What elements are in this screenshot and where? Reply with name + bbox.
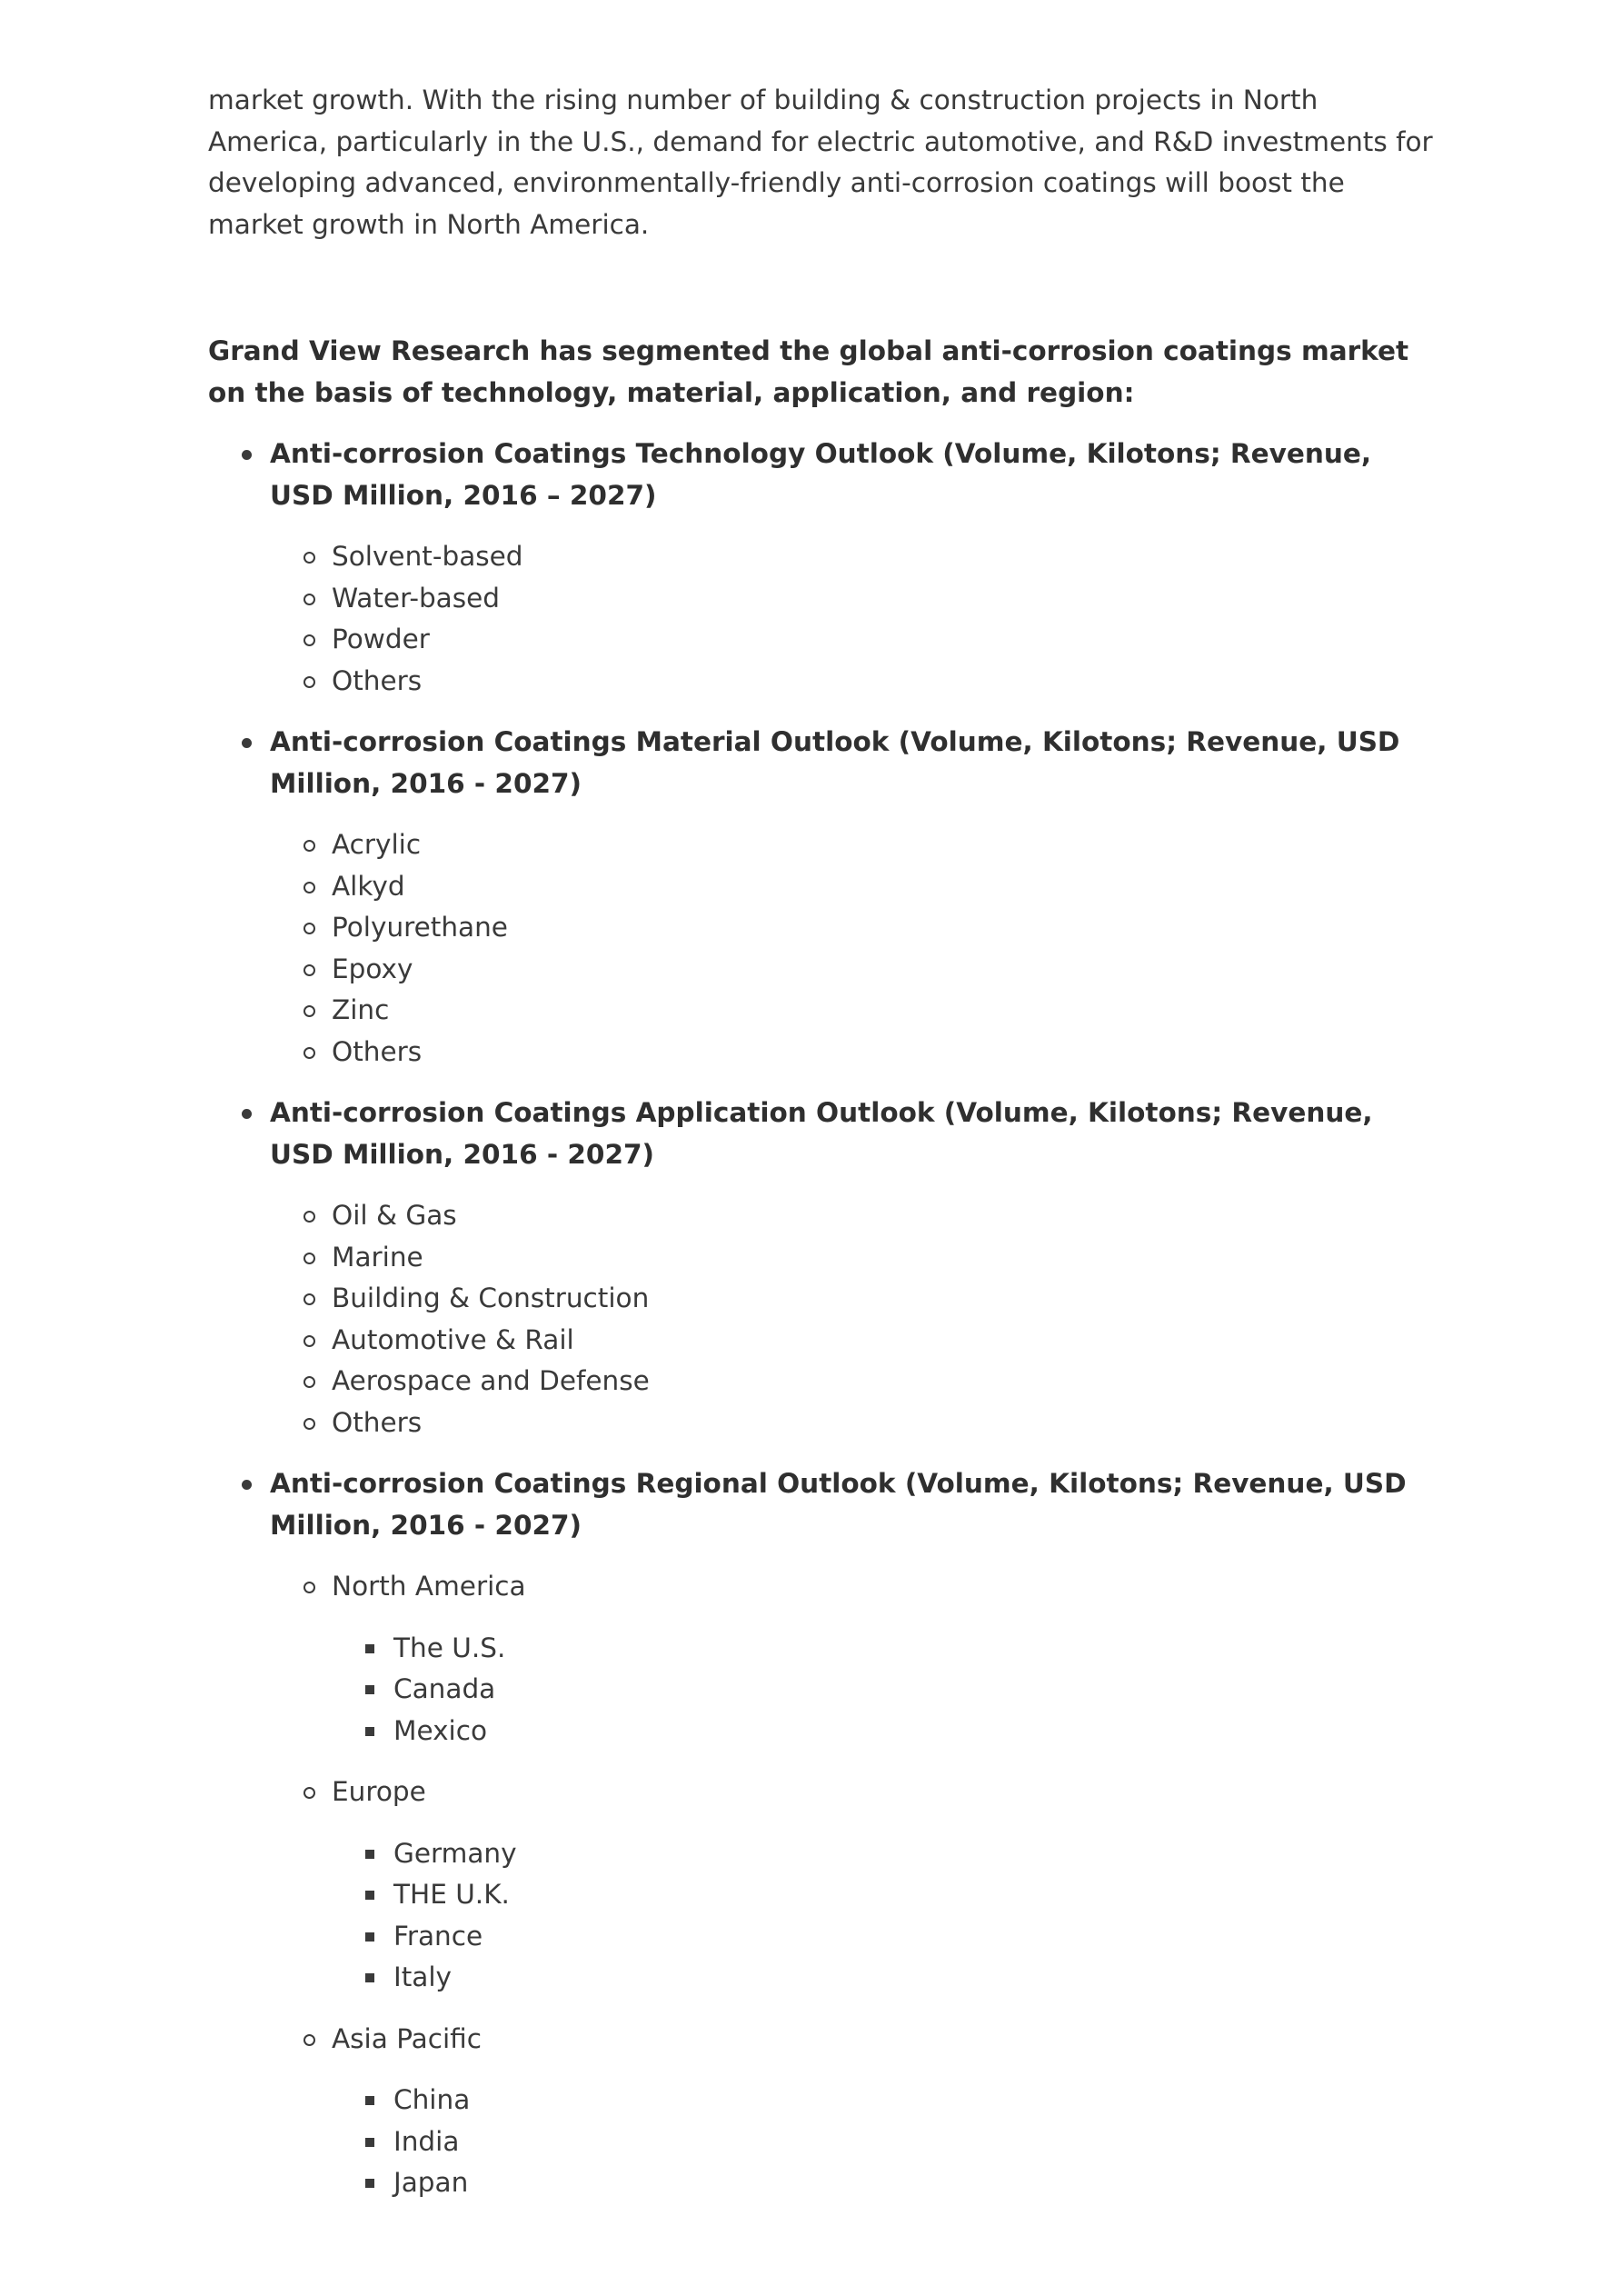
material-list xyxy=(270,824,1444,1073)
technology-outlook-section xyxy=(208,434,1444,702)
list-item xyxy=(270,866,1444,908)
list-item xyxy=(270,536,1444,578)
bullet-disc-icon xyxy=(242,1109,252,1119)
list-item-label: Water-based xyxy=(332,582,501,614)
country-label: India xyxy=(393,2125,460,2157)
intro-paragraph: market growth. With the rising number of building & construction projects in North America, particularly in the U.S., demand for electric automotive, and R&D investments for developing advanced, environmentally-friendly anti-corrosion coatings will boost the market growth in North America. xyxy=(208,85,1433,240)
application-list xyxy=(270,1195,1444,1443)
list-item-label: Epoxy xyxy=(332,953,413,984)
bullet-circle-icon xyxy=(304,1005,315,1017)
region-list xyxy=(270,1566,1444,2204)
list-item-label: Others xyxy=(332,1035,423,1067)
bullet-circle-icon xyxy=(304,1253,315,1264)
bullet-square-icon xyxy=(365,1891,374,1900)
section-title-text: Anti-corrosion Coatings Material Outlook (Volume, Kilotons; Revenue, USD Million, 2016 - 2027) xyxy=(270,726,1400,799)
country-list xyxy=(332,1833,1444,1999)
region-label: North America xyxy=(332,1571,526,1602)
section-title-text: Anti-corrosion Coatings Regional Outlook (Volume, Kilotons; Revenue, USD Million, 2016 - 2027) xyxy=(270,1468,1407,1541)
country-item xyxy=(332,1874,1444,1916)
country-item xyxy=(332,2162,1444,2204)
bullet-square-icon xyxy=(365,1727,374,1736)
technology-list xyxy=(270,536,1444,702)
bullet-disc-icon xyxy=(242,450,252,460)
list-item xyxy=(270,907,1444,949)
region-label: Asia Pacific xyxy=(332,2022,482,2054)
bullet-square-icon xyxy=(365,2138,374,2147)
list-item-label: Solvent-based xyxy=(332,541,523,572)
country-item xyxy=(332,1669,1444,1711)
bullet-disc-icon xyxy=(242,738,252,748)
list-item xyxy=(270,1278,1444,1320)
regional-outlook-section xyxy=(208,1463,1444,2204)
bullet-circle-icon xyxy=(304,594,315,605)
list-item xyxy=(270,990,1444,1032)
country-label: France xyxy=(393,1920,483,1952)
country-item xyxy=(332,2080,1444,2121)
bullet-circle-icon xyxy=(304,634,315,646)
section-title xyxy=(270,1463,1444,1546)
list-item-label: Others xyxy=(332,664,423,696)
bullet-circle-icon xyxy=(304,1787,315,1799)
bullet-circle-icon xyxy=(304,676,315,688)
application-outlook-section xyxy=(208,1093,1444,1443)
list-item-label: Aerospace and Defense xyxy=(332,1365,650,1396)
country-item xyxy=(332,1957,1444,1999)
bullet-circle-icon xyxy=(304,964,315,976)
list-item-label: Acrylic xyxy=(332,829,422,860)
segmentation-heading: Grand View Research has segmented the global anti-corrosion coatings market on the basis of technology, material, application, and region: xyxy=(208,335,1409,408)
country-label: Mexico xyxy=(393,1714,488,1746)
list-item xyxy=(270,1320,1444,1362)
bullet-circle-icon xyxy=(304,1047,315,1059)
country-label: China xyxy=(393,2084,471,2115)
bullet-square-icon xyxy=(365,2096,374,2105)
country-item xyxy=(332,1916,1444,1958)
list-item xyxy=(270,578,1444,620)
country-label: Canada xyxy=(393,1673,496,1704)
list-item xyxy=(270,1237,1444,1279)
bullet-square-icon xyxy=(365,1644,374,1653)
segment-outline-list xyxy=(208,434,1444,2204)
country-list xyxy=(332,1628,1444,1752)
bullet-circle-icon xyxy=(304,552,315,564)
list-item-label: Alkyd xyxy=(332,870,405,902)
bullet-circle-icon xyxy=(304,1418,315,1430)
country-list xyxy=(332,2080,1444,2204)
material-outlook-section xyxy=(208,722,1444,1073)
list-item xyxy=(270,1032,1444,1073)
bullet-disc-icon xyxy=(242,1480,252,1490)
country-label: Germany xyxy=(393,1837,517,1869)
section-title xyxy=(270,722,1444,804)
bullet-square-icon xyxy=(365,1850,374,1859)
list-item-label: Zinc xyxy=(332,994,390,1025)
bullet-circle-icon xyxy=(304,882,315,893)
region-item-north-america xyxy=(270,1566,1444,1752)
list-item xyxy=(270,1195,1444,1237)
list-item-label: Powder xyxy=(332,624,430,654)
country-label: THE U.K. xyxy=(393,1879,510,1910)
document-page xyxy=(208,80,1444,2224)
country-label: Japan xyxy=(393,2167,469,2198)
section-title-text: Anti-corrosion Coatings Application Outlook (Volume, Kilotons; Revenue, USD Million, 2016 - 2027) xyxy=(270,1097,1373,1170)
bullet-square-icon xyxy=(365,1973,374,1982)
list-item-label: Marine xyxy=(332,1241,423,1273)
list-item-label: Others xyxy=(332,1406,423,1438)
bullet-circle-icon xyxy=(304,840,315,852)
bullet-square-icon xyxy=(365,1932,374,1942)
list-item-label: Building & Construction xyxy=(332,1283,650,1313)
section-title-text: Anti-corrosion Coatings Technology Outlook (Volume, Kilotons; Revenue, USD Million, 2016 – 2027) xyxy=(270,438,1372,511)
section-title xyxy=(270,434,1444,516)
list-item xyxy=(270,1403,1444,1444)
country-label: The U.S. xyxy=(393,1632,506,1663)
region-item-europe xyxy=(270,1772,1444,1999)
bullet-circle-icon xyxy=(304,1376,315,1388)
bullet-square-icon xyxy=(365,2179,374,2188)
bullet-circle-icon xyxy=(304,2034,315,2046)
country-label: Italy xyxy=(393,1962,452,1992)
region-label: Europe xyxy=(332,1776,426,1807)
list-item xyxy=(270,824,1444,866)
bullet-square-icon xyxy=(365,1685,374,1694)
bullet-circle-icon xyxy=(304,1211,315,1223)
bullet-circle-icon xyxy=(304,1582,315,1593)
list-item xyxy=(270,1361,1444,1403)
section-title xyxy=(270,1093,1444,1175)
list-item xyxy=(270,619,1444,661)
list-item-label: Polyurethane xyxy=(332,912,508,943)
list-item-label: Automotive & Rail xyxy=(332,1323,574,1355)
list-item-label: Oil & Gas xyxy=(332,1200,457,1231)
bullet-circle-icon xyxy=(304,1335,315,1347)
bullet-circle-icon xyxy=(304,1293,315,1305)
region-item-asia-pacific xyxy=(270,2019,1444,2204)
bullet-circle-icon xyxy=(304,923,315,934)
country-item xyxy=(332,1628,1444,1670)
country-item xyxy=(332,1833,1444,1875)
country-item xyxy=(332,1711,1444,1752)
list-item xyxy=(270,661,1444,703)
list-item xyxy=(270,949,1444,991)
country-item xyxy=(332,2121,1444,2163)
